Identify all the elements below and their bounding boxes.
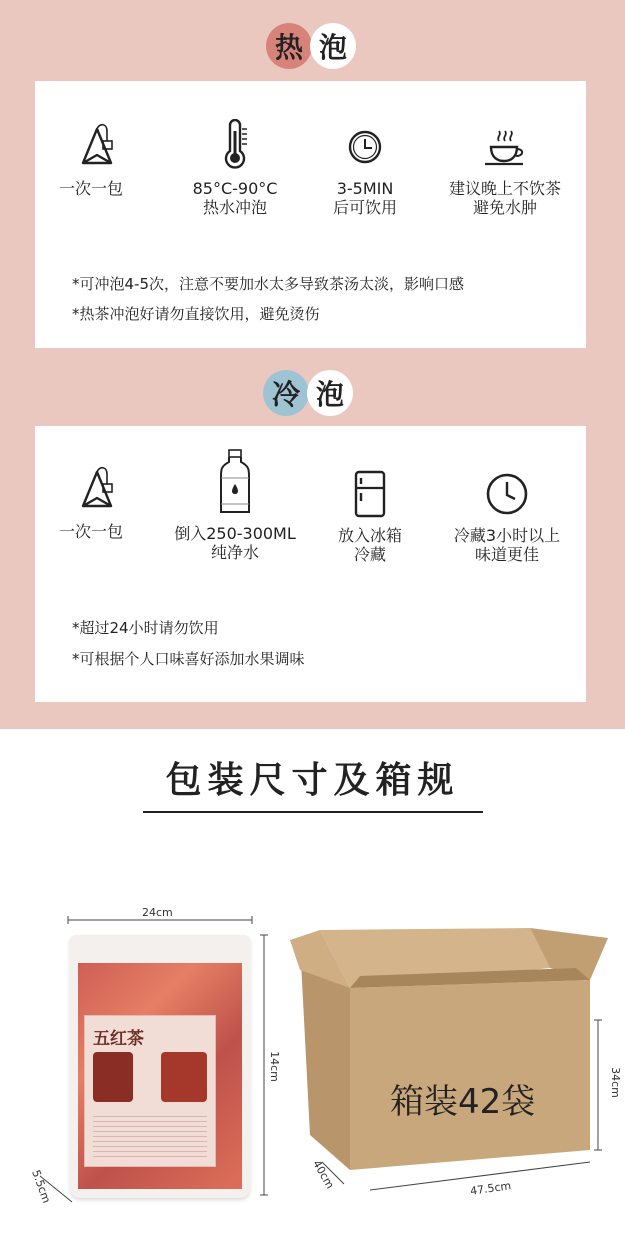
hot-note-1: *可冲泡4-5次，注意不要加水太多导致茶汤太淡，影响口感 bbox=[72, 275, 465, 293]
bag-dates-image bbox=[93, 1052, 133, 1102]
box-label: 箱装42袋 bbox=[390, 1082, 536, 1122]
cold-item-line2: 冷藏 bbox=[353, 545, 386, 564]
cold-badge-char-2: 泡 bbox=[307, 370, 353, 416]
clock-icon bbox=[339, 119, 391, 171]
cold-note-2: *可根据个人口味喜好添加水果调味 bbox=[72, 650, 305, 668]
carton-box-image bbox=[290, 920, 615, 1190]
thermometer-icon bbox=[209, 119, 261, 171]
box-height-label: 34cm bbox=[608, 1067, 622, 1098]
hot-item-line1: 85°C-90°C bbox=[192, 179, 278, 198]
bag-product-name: 五红茶 bbox=[93, 1029, 144, 1049]
box-width-label: 47.5cm bbox=[469, 1179, 512, 1198]
cold-brew-badge bbox=[263, 370, 355, 416]
bag-info-block bbox=[93, 1112, 207, 1158]
hot-item-temperature bbox=[181, 119, 289, 217]
teabag-icon bbox=[65, 462, 117, 514]
bag-fruit-image bbox=[161, 1052, 207, 1102]
bag-label bbox=[84, 1015, 216, 1167]
cold-item-line1: 冷藏3小时以上 bbox=[453, 526, 561, 545]
hot-item-line2: 避免水肿 bbox=[472, 198, 537, 217]
cold-brew-card bbox=[35, 426, 586, 702]
hot-badge-char-2: 泡 bbox=[310, 23, 356, 69]
cold-item-line1: 放入冰箱 bbox=[337, 526, 402, 545]
product-bag-image bbox=[70, 935, 250, 1198]
cold-item-label: 一次一包 bbox=[58, 522, 123, 541]
cold-note-1: *超过24小时请勿饮用 bbox=[72, 619, 219, 637]
hot-badge-char-1: 热 bbox=[266, 23, 312, 69]
cold-item-water bbox=[165, 448, 305, 562]
cold-item-line2: 纯净水 bbox=[210, 543, 259, 562]
hot-brew-badge bbox=[266, 23, 358, 69]
title-underline bbox=[143, 811, 483, 813]
packaging-title: 包装尺寸及箱规 bbox=[165, 760, 460, 801]
hot-item-teabag bbox=[43, 119, 139, 198]
hot-item-line2: 后可饮用 bbox=[332, 198, 397, 217]
cold-item-teabag bbox=[43, 462, 139, 541]
cold-item-line2: 味道更佳 bbox=[474, 545, 539, 564]
hot-note-2: *热茶冲泡好请勿直接饮用，避免烫伤 bbox=[72, 305, 320, 323]
hot-brew-card bbox=[35, 81, 586, 348]
hot-item-advice bbox=[431, 119, 579, 217]
clock-icon bbox=[483, 470, 531, 518]
bag-height-label: 14cm bbox=[267, 1051, 281, 1082]
cold-item-time bbox=[433, 470, 581, 564]
hot-item-line2: 热水冲泡 bbox=[202, 198, 267, 217]
fridge-icon bbox=[350, 470, 390, 518]
hot-item-line1: 3-5MIN bbox=[336, 179, 394, 198]
bag-depth-label: 5.5cm bbox=[29, 1168, 54, 1205]
water-bottle-icon bbox=[215, 448, 255, 516]
cold-item-line1: 倒入250-300ML bbox=[174, 524, 296, 543]
hot-item-line1: 建议晚上不饮茶 bbox=[448, 179, 561, 198]
hot-item-label: 一次一包 bbox=[58, 179, 123, 198]
cold-item-fridge bbox=[315, 470, 425, 564]
bag-width-label: 24cm bbox=[142, 906, 173, 919]
teacup-icon bbox=[479, 119, 531, 171]
teabag-icon bbox=[65, 119, 117, 171]
box-depth-label: 40cm bbox=[310, 1157, 337, 1192]
hot-item-time bbox=[310, 119, 420, 217]
cold-badge-char-1: 冷 bbox=[263, 370, 309, 416]
